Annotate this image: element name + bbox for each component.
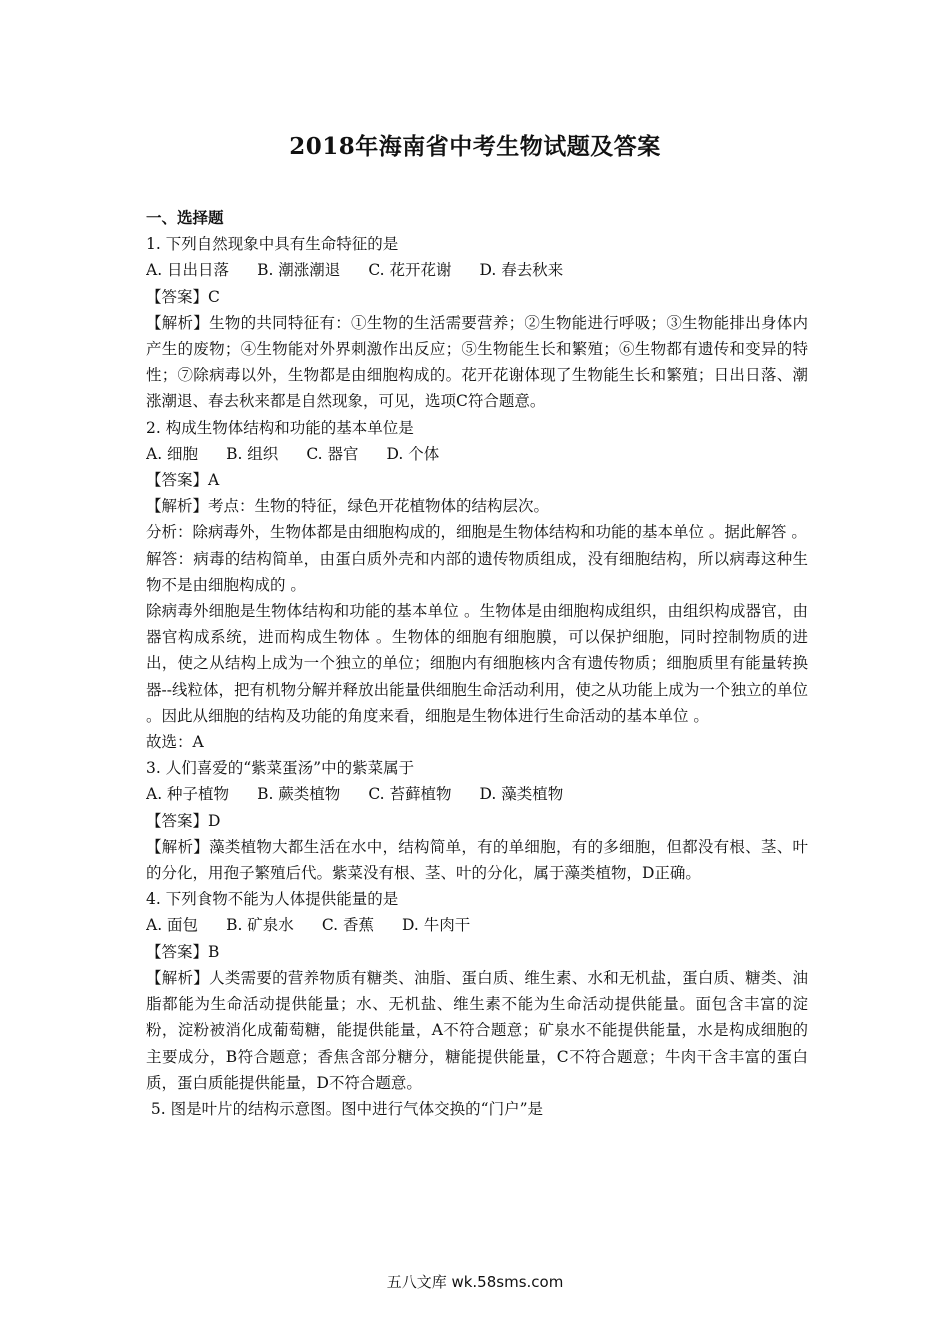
option-d: D. 春去秋来 xyxy=(479,261,564,280)
option-b: B. 组织 xyxy=(226,444,279,463)
question-analysis: 故选：A xyxy=(146,733,204,752)
question-3 xyxy=(146,755,808,886)
option-c: C. 苔藓植物 xyxy=(368,785,452,804)
question-analysis: 除病毒外细胞是生物体结构和功能的基本单位 。生物体是由细胞构成组织，由组织构成器官，由器官构成系统，进而构成生物体 。生物体的细胞有细胞膜，可以保护细胞，同时控制物质的进出，使之从结构上成为一个独立的单位；细胞内有细胞核内含有遗传物质；细胞质里有能量转换器--线粒体，把有机物分解并释放出能量供细胞生命活动利用，使之从功能上成为一个独立的单位 。因此从细胞的结构及功能的角度来看，细胞是生物体进行生命活动的基本单位 。 xyxy=(146,602,808,725)
option-a: A. 种子植物 xyxy=(146,785,230,804)
question-4 xyxy=(146,886,808,1096)
option-b: B. 矿泉水 xyxy=(226,916,294,935)
question-stem: 5. 图是叶片的结构示意图。图中进行气体交换的“门户”是 xyxy=(146,1099,543,1118)
question-analysis: 【解析】藻类植物大都生活在水中，结构简单，有的单细胞，有的多细胞，但都没有根、茎、叶的分化，用孢子繁殖后代。紫菜没有根、茎、叶的分化，属于藻类植物，D正确。 xyxy=(146,837,808,883)
section-heading: 一、选择题 xyxy=(146,208,224,227)
document-body xyxy=(146,205,808,1122)
question-options xyxy=(146,257,808,283)
question-stem: 4. 下列食物不能为人体提供能量的是 xyxy=(146,890,399,909)
question-stem: 3. 人们喜爱的“紫菜蛋汤”中的紫菜属于 xyxy=(146,759,415,778)
question-2 xyxy=(146,415,808,756)
question-options xyxy=(146,441,808,467)
option-d: D. 牛肉干 xyxy=(401,916,471,935)
option-a: A. 细胞 xyxy=(146,444,199,463)
question-options xyxy=(146,912,808,938)
question-analysis: 解答：病毒的结构简单，由蛋白质外壳和内部的遗传物质组成，没有细胞结构，所以病毒这种生物不是由细胞构成的 。 xyxy=(146,549,808,594)
option-c: C. 香蕉 xyxy=(321,916,374,935)
question-options xyxy=(146,781,808,807)
question-stem: 1. 下列自然现象中具有生命特征的是 xyxy=(146,235,399,254)
option-c: C. 花开花谢 xyxy=(368,261,452,280)
question-analysis: 【解析】生物的共同特征有：①生物的生活需要营养；②生物能进行呼吸；③生物能排出身体内产生的废物；④生物能对外界刺激作出反应；⑤生物能生长和繁殖；⑥生物都有遗传和变异的特性；⑦除病毒以外，生物都是由细胞构成的。花开花谢体现了生物能生长和繁殖；日出日落、潮涨潮退、春去秋来都是自然现象，可见，选项C符合题意。 xyxy=(146,313,808,411)
option-d: D. 个体 xyxy=(386,444,440,463)
question-1 xyxy=(146,231,808,414)
question-stem: 2. 构成生物体结构和功能的基本单位是 xyxy=(146,418,414,437)
option-d: D. 藻类植物 xyxy=(479,785,564,804)
option-a: A. 日出日落 xyxy=(146,261,230,280)
question-answer: 【答案】A xyxy=(146,471,220,490)
question-analysis: 分析：除病毒外，生物体都是由细胞构成的，细胞是生物体结构和功能的基本单位 。据此解答 。 xyxy=(146,523,807,542)
option-b: B. 潮涨潮退 xyxy=(257,261,341,280)
option-b: B. 蕨类植物 xyxy=(257,785,341,804)
document-title: 2018年海南省中考生物试题及答案 xyxy=(289,133,661,160)
question-5 xyxy=(146,1096,808,1122)
question-answer: 【答案】B xyxy=(146,942,220,961)
question-answer: 【答案】D xyxy=(146,811,221,830)
question-analysis: 【解析】人类需要的营养物质有糖类、油脂、蛋白质、维生素、水和无机盐，蛋白质、糖类、油脂都能为生命活动提供能量；水、无机盐、维生素不能为生命活动提供能量。面包含丰富的淀粉，淀粉被消化成葡萄糖，能提供能量，A不符合题意；矿泉水不能提供能量，水是构成细胞的主要成分，B符合题意；香焦含部分糖分，糖能提供能量，C不符合题意；牛肉干含丰富的蛋白质，蛋白质能提供能量，D不符合题意。 xyxy=(146,968,808,1092)
option-a: A. 面包 xyxy=(146,916,199,935)
question-answer: 【答案】C xyxy=(146,287,220,306)
option-c: C. 器官 xyxy=(306,444,359,463)
footer-watermark: 五八文库 wk.58sms.com xyxy=(386,1273,564,1291)
question-analysis: 【解析】考点：生物的特征，绿色开花植物体的结构层次。 xyxy=(146,497,550,516)
